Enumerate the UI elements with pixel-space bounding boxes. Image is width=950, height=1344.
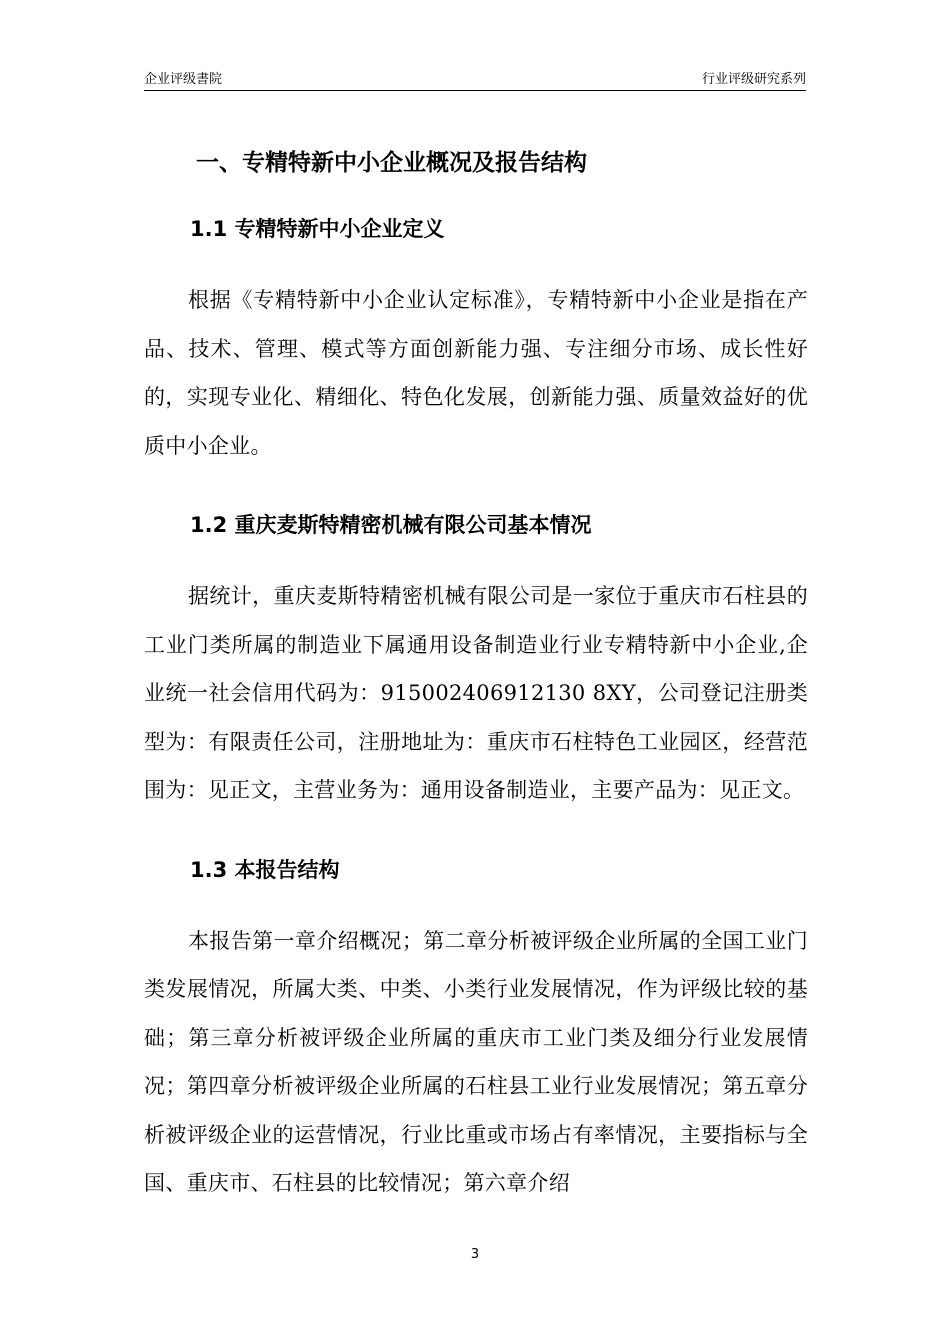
section-heading-1-1: 1.1 专精特新中小企业定义 bbox=[190, 217, 445, 241]
page-number: 3 bbox=[470, 1247, 480, 1262]
header-publisher: 企业评级書院 bbox=[144, 72, 223, 87]
section-paragraph-1-1: 根据《专精特新中小企业认定标准》，专精特新中小企业是指在产品、技术、管理、模式等方面创新能力强、专注细分市场、成长性好的，实现专业化、精细化、特色化发展，创新能力强、质量效益好的优质中小企业。 bbox=[144, 288, 808, 458]
header-series: 行业评级研究系列 bbox=[701, 72, 806, 87]
section-heading-1-2: 1.2 重庆麦斯特精密机械有限公司基本情况 bbox=[190, 513, 592, 537]
chapter-title: 一、专精特新中小企业概况及报告结构 bbox=[196, 150, 587, 176]
section-paragraph-1-3: 本报告第一章介绍概况；第二章分析被评级企业所属的全国工业门类发展情况，所属大类、中类、小类行业发展情况，作为评级比较的基础；第三章分析被评级企业所属的重庆市工业门类及细分行业发展情况；第四章分析被评级企业所属的石柱县工业行业发展情况；第五章分析被评级企业的运营情况，行业比重或市场占有率情况，主要指标与全国、重庆市、石柱县的比较情况；第六章介绍 bbox=[144, 928, 808, 1195]
document-body bbox=[144, 140, 808, 1208]
page-header bbox=[144, 68, 806, 91]
section-paragraph-1-2: 据统计，重庆麦斯特精密机械有限公司是一家位于重庆市石柱县的工业门类所属的制造业下属通用设备制造业行业专精特新中小企业,企业统一社会信用代码为：915002406912130 8XY，公司登记注册类型为：有限责任公司，注册地址为：重庆市石柱特色工业园区，经营范围为：见正文，主营业务为：通用设备制造业，主要产品为：见正文。 bbox=[144, 584, 808, 802]
section-heading-1-3: 1.3 本报告结构 bbox=[190, 857, 340, 882]
